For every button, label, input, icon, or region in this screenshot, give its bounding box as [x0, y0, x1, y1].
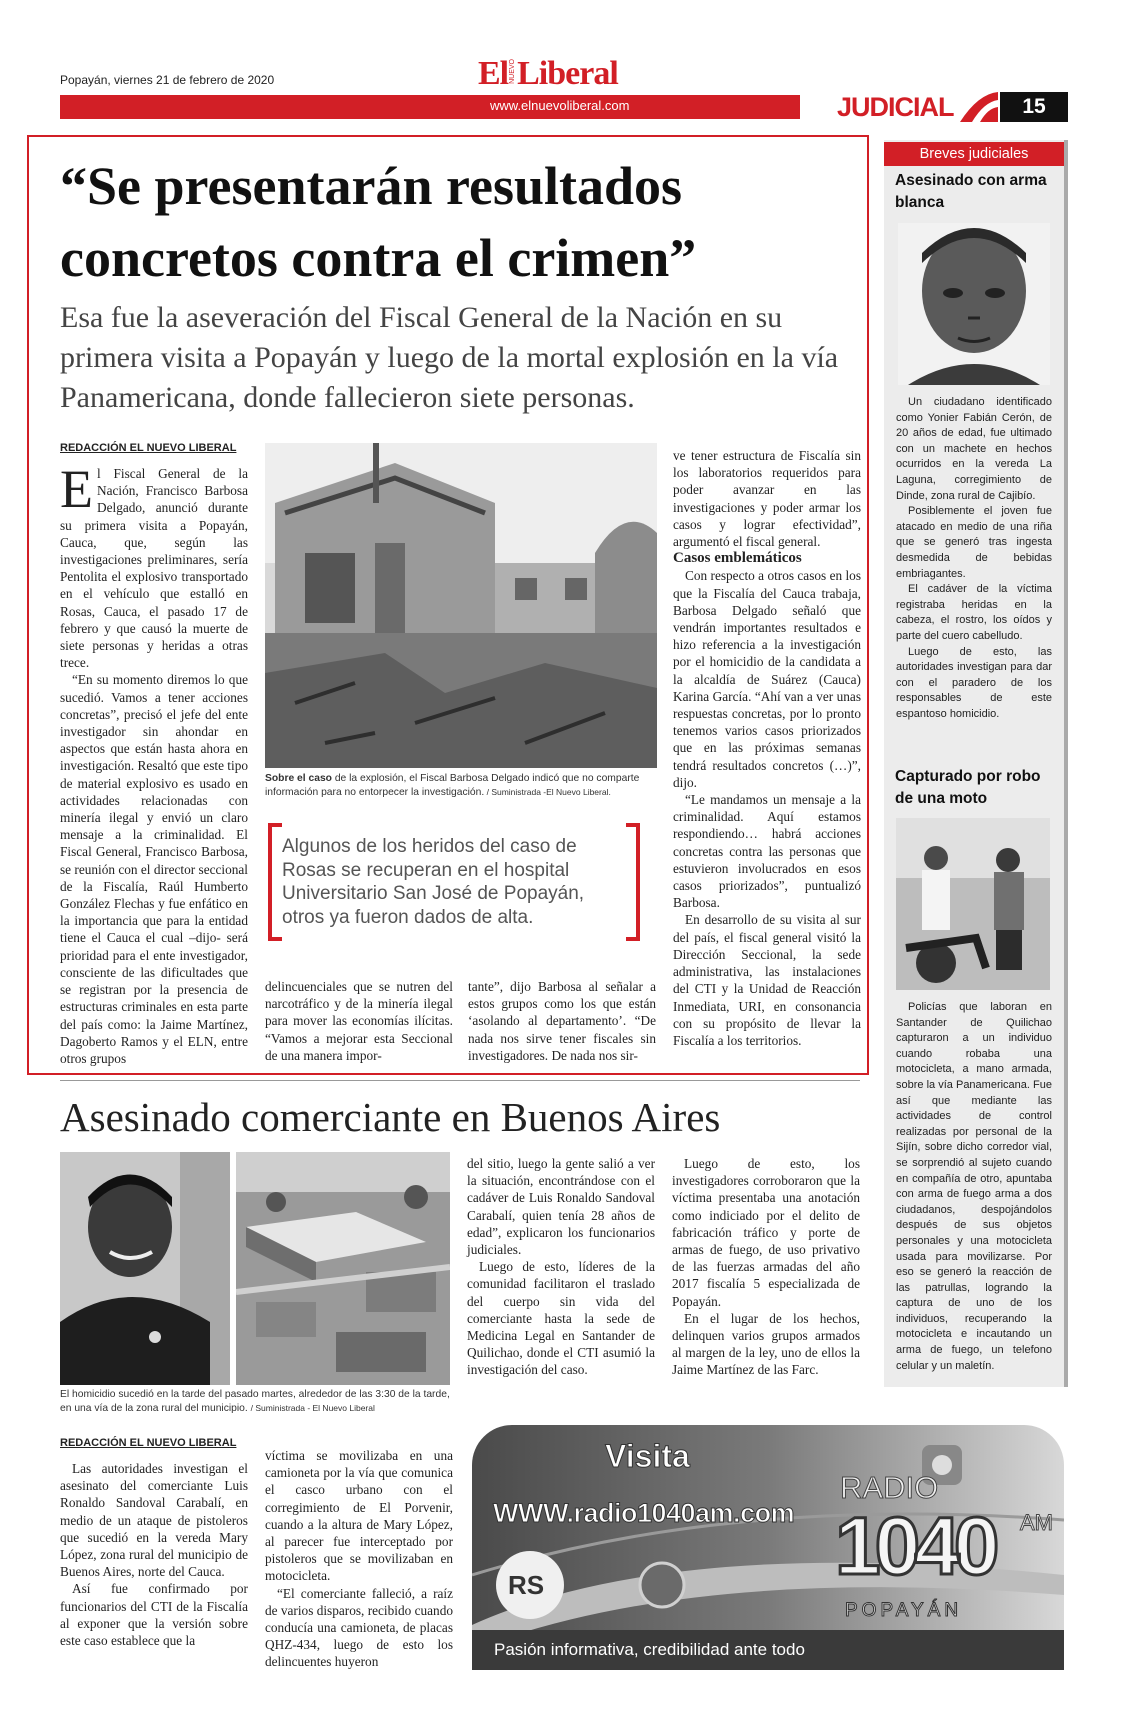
- paragraph: Luego de esto, las autoridades investigan para dar con el paradero de los responsables de este espantoso homicidio.: [896, 645, 1052, 720]
- article-byline: REDACCIÓN EL NUEVO LIBERAL: [60, 1437, 237, 1449]
- right-bracket: [626, 823, 640, 941]
- ad-radio-label: RADIO: [840, 1470, 939, 1505]
- brief-body: [896, 1000, 1052, 1374]
- paragraph: Un ciudadano identificado como Yonier Fabián Cerón, de 20 años de edad, fue ultimado con un machete en hechos ocurridos en la vereda La Laguna, corregimiento de Dinde, zona rural de Cajibío.: [896, 396, 1052, 502]
- aerial-town-photo: [236, 1152, 450, 1385]
- logo-liberal: Liberal: [517, 55, 618, 92]
- pull-quote: [268, 823, 640, 941]
- article-column: [467, 1155, 655, 1379]
- capture-photo: [896, 818, 1050, 990]
- paragraph: Con respecto a otros casos en los que la Fiscalía del Cauca trabaja, Barbosa Delgado señaló que vendrán importantes resultados e hizo referencia a la investigación por el homicidio de la candidata a la alcaldía de Suárez (Cauca) Karina García. “Ahí van a ver unas respuestas concretas, por lo pronto tenemos varios casos priorizados que en las próximas semanas tendrá resultados concretos (…)”, dijo.: [673, 568, 861, 790]
- explosion-photo: [265, 443, 657, 768]
- ad-frequency: 1040: [835, 1501, 994, 1592]
- paragraph: En desarrollo de su visita al sur del país, el fiscal general visitó la Dirección Seccional, la sede administrativa, las instalaciones del CTI y la Unidad de Reacción Inmediata, URI, en consonancia con su propósito de llevar la Fiscalía a los territorios.: [673, 912, 861, 1048]
- paragraph: Policías que laboran en Santander de Quilichao capturaron a un individuo cuando robaba una motocicleta, a mano armada, sobre la vía Panamericana. Fue así que mediante las actividades de control realizadas por personal de la Sijín, sobre dicho corredor vial, se sorprendió al sujeto cuando en compañía de otro, apuntaba con arma de fuego arma a dos ciudadanos, despojándolos después de sus objetos personales y una motocicleta usada para movilizarse. Por eso se generó la reacción de las patrullas, logrando la captura de uno de los individuos, recuperando la motocicleta e incautando un arma de fuego, un telefono celular y un maletín.: [896, 1001, 1052, 1372]
- article-column: [672, 1155, 860, 1379]
- ad-headline: Visita: [605, 1438, 690, 1474]
- photo-caption: [265, 772, 657, 799]
- paragraph: “El comerciante falleció, a raíz de varios disparos, recibido cuando conducía una camioneta, de placas QHZ-434, luego de esto los delincuentes huyeron: [265, 1585, 453, 1670]
- article-column: [265, 1447, 453, 1671]
- paragraph: l Fiscal General de la Nación, Francisco Barbosa Delgado, anunció durante su primera visita a Popayán, Cauca, que, según las investigaciones preliminares, sería Pentolita el explosivo transportado en el vehículo que estalló en Rosas, Cauca, el pasado 17 de febrero y que causó la muerte de siete personas y heridas a otras trece.: [60, 466, 248, 671]
- newspaper-logo[interactable]: [478, 55, 618, 91]
- article-byline: REDACCIÓN EL NUEVO LIBERAL: [60, 442, 237, 454]
- paragraph: Así fue confirmado por funcionarios del CTI de la Fiscalía al exponer que la versión sobre este caso establece que la: [60, 1581, 248, 1649]
- article-column-1: [60, 459, 248, 1067]
- article-headline: Asesinado comerciante en Buenos Aires: [60, 1094, 721, 1140]
- paragraph: Luego de esto, líderes de la comunidad facilitaron el traslado del cuerpo sin vida del comerciante hasta la sede de Medicina Legal en Santander de Quilichao, donde el CTI asumió la investigación del caso.: [467, 1259, 655, 1378]
- paragraph: ve tener estructura de Fiscalía sin los laboratorios requeridos para poder avanzar en las investigaciones y poder armar los casos y lograr efectividad”, argumentó el fiscal general.: [673, 448, 861, 550]
- ad-city: POPAYÁN: [845, 1600, 963, 1621]
- paragraph: Las autoridades investigan el asesinato del comerciante Luis Ronaldo Sandoval Carabalí, en medio de un ataque de pistoleros que sucedió en la vereda Mary López, zona rural del municipio de Buenos Aires, norte del Cauca.: [60, 1461, 248, 1580]
- paragraph: Luego de esto, los investigadores corroboraron que la víctima presentaba una anotación como indiciado por el delito de fabricación tráfico y porte de armas de fuego, de uso privativo de las fuerzas armadas del año 2017 fiscalía 5 especializada de Popayán.: [672, 1156, 860, 1309]
- caption-text: de la explosión, el Fiscal Barbosa Delgado indicó que no comparte información para no entorpecer la investigación.: [265, 773, 640, 798]
- section-title: JUDICIAL: [837, 92, 954, 122]
- left-bracket: [268, 823, 282, 941]
- article-column-2: [265, 978, 453, 1064]
- victim-portrait: [898, 223, 1050, 385]
- brief-body: [896, 395, 1052, 722]
- brief-title: Capturado por robo de una moto: [895, 768, 1041, 807]
- caption-credit: / Suministrada -El Nuevo Liberal.: [484, 786, 611, 797]
- caption-lead: Sobre el caso: [265, 773, 332, 784]
- paragraph: tante”, dijo Barbosa al señalar a estos grupos como los que están ‘asolando al departamento’. “De nada nos sirve tener fiscales sin investigadores. De nada nos sir-: [468, 979, 656, 1063]
- brief-title: Asesinado con arma blanca: [895, 172, 1047, 211]
- victim-photo: [60, 1152, 230, 1385]
- article-column: [60, 1460, 248, 1649]
- article-headline: “Se presentarán resultados concretos contra el crimen”: [60, 156, 697, 288]
- edition-date: Popayán, viernes 21 de febrero de 2020: [60, 73, 275, 87]
- pull-quote-text: Algunos de los heridos del caso de Rosas se recuperan en el hospital Universitario San José de Popayán, otros ya fueron dados de alta.: [282, 836, 585, 928]
- subheading: Casos emblemáticos: [673, 550, 802, 567]
- article-column-3: [468, 978, 656, 1064]
- header-bar: [60, 95, 800, 119]
- paragraph: El cadáver de la víctima registraba heridas en la cabeza, el rostro, los oídos y parte del cuero cabelludo.: [896, 583, 1052, 642]
- sidebar-header: Breves judiciales: [884, 142, 1064, 166]
- section-divider: [60, 1080, 860, 1081]
- paragraph: Posiblemente el joven fue atacado en medio de una riña que se generó tras ingesta desmedida de bebidas embriagantes.: [896, 505, 1052, 580]
- logo-el: El: [478, 55, 509, 92]
- article-column-4: [673, 447, 861, 1049]
- paragraph: del sitio, luego la gente salió a ver la situación, encontrándose con el cadáver de Luis Ronaldo Sandoval Carabalí, quien tenía 28 años de edad”, explicaron los funcionarios judiciales.: [467, 1156, 655, 1258]
- ad-band: AM: [1020, 1510, 1053, 1535]
- caption-text: El homicidio sucedió en la tarde del pasado martes, alrededor de las 3:30 de la tarde, en una vía de la zona rural del municipio.: [60, 1389, 450, 1414]
- caption-credit: / Suministrada - El Nuevo Liberal: [250, 1402, 375, 1413]
- website-link[interactable]: www.elnuevoliberal.com: [490, 98, 630, 113]
- article-deck: Esa fue la aseveración del Fiscal General de la Nación en su primera visita a Popayán y luego de la mortal explosión en la vía Panamericana, donde fallecieron siete personas.: [60, 301, 839, 414]
- paragraph: En el lugar de los hechos, delinquen varios grupos armados al margen de la ley, uno de ellos la Jaime Martínez de las Farc.: [672, 1310, 860, 1378]
- section-swoosh-icon: [958, 92, 998, 122]
- rs-logo-icon: RS: [508, 1570, 545, 1600]
- ad-website-link[interactable]: WWW.radio1040am.com: [493, 1498, 795, 1528]
- paragraph: delincuenciales que se nutren del narcotráfico y de la minería ilegal para mover las economías ilícitas. “Vamos a mejorar esta Seccional de una manera impor-: [265, 979, 453, 1063]
- logo-nuevo: NUEVO: [509, 59, 517, 84]
- page-number: 15: [1000, 92, 1068, 122]
- paragraph: “En su momento diremos lo que sucedió. Vamos a tener acciones concretas”, precisó el jefe del ente investigador sin ahondar en aspectos que están hasta ahora en investigación. Resaltó que este tipo de material explosivo es usado en actividades relacionadas con minería ilegal y envió un claro mensaje a la criminalidad. El Fiscal General, Francisco Barbosa, se reunión con el director seccional de la Fiscalía, Raúl Humberto González Flechas y fue enfático en la importancia que para la entidad tiene el Cauca el cual –dijo- será prioridad para el ente investigador, consciente de las dificultades que se registran por la presencia de estructuras criminales en esta parte del país como: la Jaime Martínez, Dagoberto Ramos y el ELN, entre otros grupos: [60, 672, 248, 1066]
- paragraph: “Le mandamos un mensaje a la criminalidad. Aquí estamos respondiendo… habrá acciones concretas contra las personas que estuvieron involucrados en esos casos priorizados”, puntualizó Barbosa.: [673, 792, 861, 911]
- paragraph: víctima se movilizaba en una camioneta por la vía que comunica el casco urbano con el corregimiento de El Porvenir, cuando a la altura de Mary López, al parecer fue interceptado por pistoleros que se movilizaban en motocicleta.: [265, 1448, 453, 1584]
- ad-slogan: Pasión informativa, credibilidad ante todo: [494, 1640, 805, 1659]
- drop-cap: E: [60, 459, 93, 519]
- photo-caption: [60, 1388, 452, 1415]
